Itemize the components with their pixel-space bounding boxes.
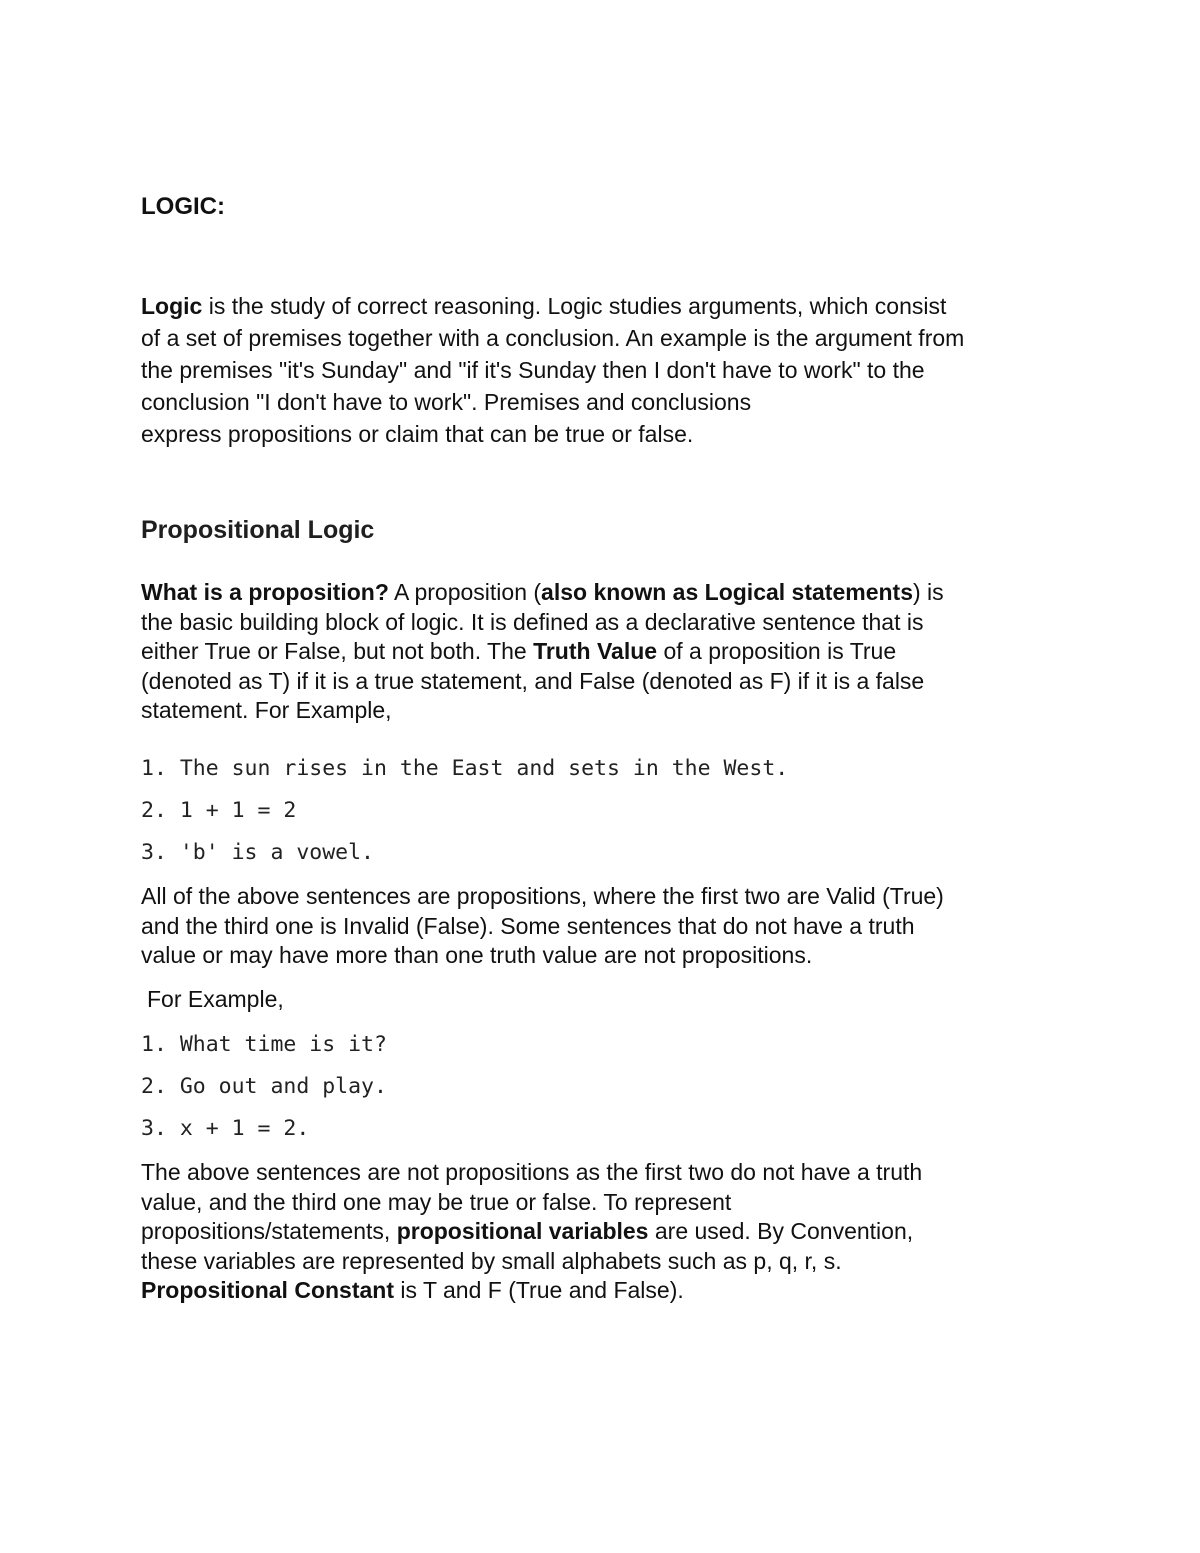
intro-paragraph (141, 290, 1071, 450)
term-truth-value: Truth Value (533, 638, 658, 664)
term-logic: Logic (141, 293, 203, 319)
definition-line-1-text-b: ) is (913, 579, 944, 605)
list-item: 1. What time is it? (141, 1032, 387, 1057)
question-what-is-proposition: What is a proposition? (141, 579, 389, 605)
term-propositional-variables: propositional variables (396, 1218, 649, 1244)
variables-line-3-text-b: are used. By Convention, (648, 1218, 914, 1244)
variables-line-5-text: is T and F (True and False). (394, 1277, 684, 1303)
page-title: LOGIC: (141, 193, 225, 220)
proposition-examples-list (141, 755, 788, 881)
variables-line-3 (141, 1217, 1081, 1247)
variables-line-5 (141, 1276, 1081, 1306)
for-example-label: For Example, (147, 986, 284, 1012)
intro-line-3: the premises "it's Sunday" and "if it's Sunday then I don't have to work" to the (141, 357, 925, 383)
definition-line-1 (141, 578, 1081, 608)
definition-line-1-text-a: A proposition ( (388, 579, 542, 605)
explanation-line-1: All of the above sentences are propositions, where the first two are Valid (True) (141, 883, 944, 909)
propositional-variables-paragraph (141, 1158, 1081, 1306)
list-item: 1. The sun rises in the East and sets in the West. (141, 756, 789, 781)
intro-line-1-text: is the study of correct reasoning. Logic studies arguments, which consist (202, 293, 947, 319)
definition-line-4: (denoted as T) if it is a true statement, and False (denoted as F) if it is a false (141, 667, 925, 694)
explanation-line-3: value or may have more than one truth value are not propositions. (141, 942, 813, 968)
list-item: 2. Go out and play. (141, 1074, 387, 1099)
definition-line-2: the basic building block of logic. It is defined as a declarative sentence that is (141, 608, 924, 635)
definition-line-5: statement. For Example, (141, 697, 392, 723)
explanation-line-2: and the third one is Invalid (False). Some sentences that do not have a truth (141, 912, 915, 939)
propositions-explanation-paragraph (141, 882, 1081, 971)
definition-line-3-text-a: either True or False, but not both. The (141, 638, 534, 664)
definition-line-3-text-b: of a proposition is True (657, 638, 897, 664)
proposition-definition-paragraph (141, 578, 1081, 726)
variables-line-3-text-a: propositions/statements, (141, 1218, 397, 1244)
variables-line-1: The above sentences are not propositions as the first two do not have a truth (141, 1159, 923, 1185)
intro-line-1 (141, 290, 1071, 322)
list-item: 3. x + 1 = 2. (141, 1116, 310, 1141)
term-logical-statements: also known as Logical statements (541, 579, 913, 605)
list-item: 3. 'b' is a vowel. (141, 840, 374, 865)
definition-line-3 (141, 637, 1081, 667)
intro-line-2: of a set of premises together with a conclusion. An example is the argument from (141, 325, 965, 351)
list-item: 2. 1 + 1 = 2 (141, 798, 297, 823)
section-heading: Propositional Logic (141, 516, 375, 544)
non-proposition-examples-list (141, 1031, 387, 1157)
variables-line-2: value, and the third one may be true or false. To represent (141, 1188, 732, 1215)
intro-line-4: conclusion "I don't have to work". Premises and conclusions (141, 389, 752, 415)
term-propositional-constant: Propositional Constant (141, 1277, 394, 1303)
intro-line-5: express propositions or claim that can be true or false. (141, 421, 694, 447)
variables-line-4: these variables are represented by small alphabets such as p, q, r, s. (141, 1247, 842, 1274)
